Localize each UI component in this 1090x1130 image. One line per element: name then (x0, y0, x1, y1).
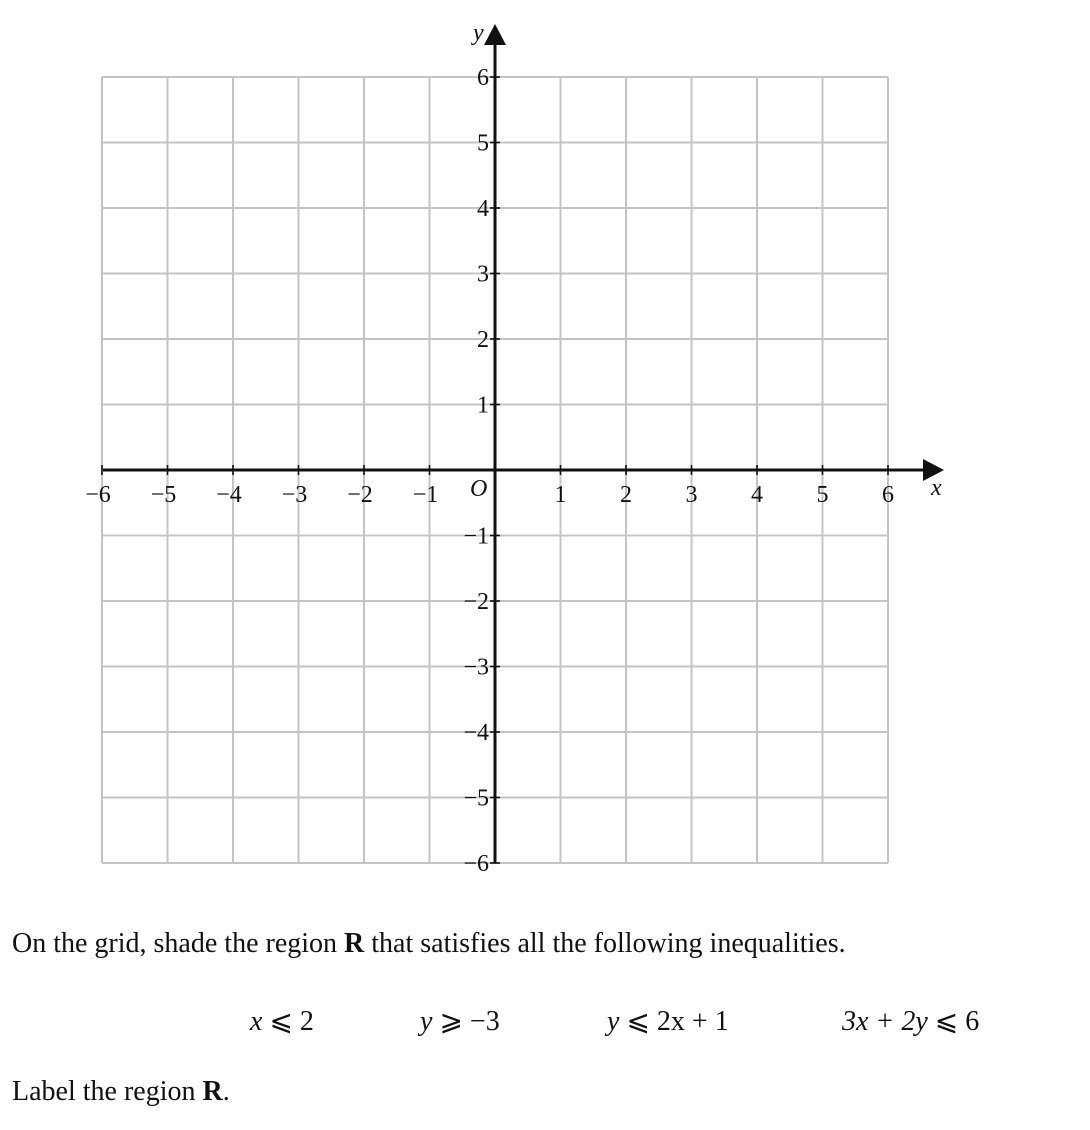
x-tick-label: 6 (882, 482, 894, 508)
inequality-relation: ⩾ −3 (432, 1006, 500, 1037)
y-tick-label: 5 (477, 130, 489, 157)
y-tick-label: 6 (477, 65, 489, 91)
question-suffix: that satisfies all the following inequalities. (364, 928, 846, 959)
x-tick-label: 4 (751, 482, 763, 508)
inequality-3 (607, 1004, 729, 1038)
y-tick-label: −2 (463, 589, 489, 615)
y-tick-label: −3 (463, 654, 489, 681)
axes (103, 24, 944, 863)
label-region-name: R (202, 1076, 223, 1107)
inequality-variable: x (250, 1006, 263, 1037)
inequality-2 (420, 1004, 500, 1038)
label-instruction (12, 1076, 230, 1108)
inequality-relation: ⩽ 2 (262, 1006, 314, 1037)
question-prefix: On the grid, shade the region (12, 928, 345, 959)
x-tick-label: 3 (685, 482, 698, 508)
x-tick-label: 2 (620, 482, 632, 508)
x-tick-label: 1 (554, 482, 567, 508)
origin-label: O (470, 476, 488, 502)
y-tick-label: 2 (477, 327, 489, 353)
x-tick-label: −3 (281, 482, 308, 508)
y-tick-label: 1 (477, 392, 489, 419)
y-tick-label: −6 (463, 851, 489, 877)
y-tick-label: −5 (463, 785, 489, 812)
inequality-variable: y (420, 1006, 433, 1037)
inequality-variable: 3x + 2y (842, 1006, 928, 1037)
y-tick-label: −4 (463, 720, 489, 746)
x-axis-label: x (931, 475, 942, 501)
inequality-1 (250, 1004, 314, 1038)
x-tick-label: −2 (347, 482, 373, 508)
x-tick-label: −6 (85, 482, 111, 508)
inequality-relation: ⩽ 2x + 1 (619, 1006, 729, 1037)
x-tick-label: 5 (816, 482, 829, 508)
label-prefix: Label the region (12, 1076, 203, 1107)
x-tick-label: −5 (150, 482, 177, 508)
x-tick-labels (85, 482, 894, 508)
x-tick-label: −1 (412, 482, 439, 508)
inequality-relation: ⩽ 6 (927, 1006, 980, 1037)
label-suffix: . (222, 1076, 230, 1107)
region-name: R (344, 928, 365, 959)
y-axis-arrow (484, 24, 506, 45)
inequality-4 (842, 1004, 979, 1038)
y-tick-label: −1 (463, 523, 489, 550)
x-tick-label: −4 (216, 482, 242, 508)
y-tick-label: 4 (477, 196, 489, 222)
question-text (12, 928, 846, 960)
y-tick-label: 3 (477, 261, 489, 288)
y-axis-label: y (473, 20, 484, 46)
inequality-variable: y (607, 1006, 620, 1037)
